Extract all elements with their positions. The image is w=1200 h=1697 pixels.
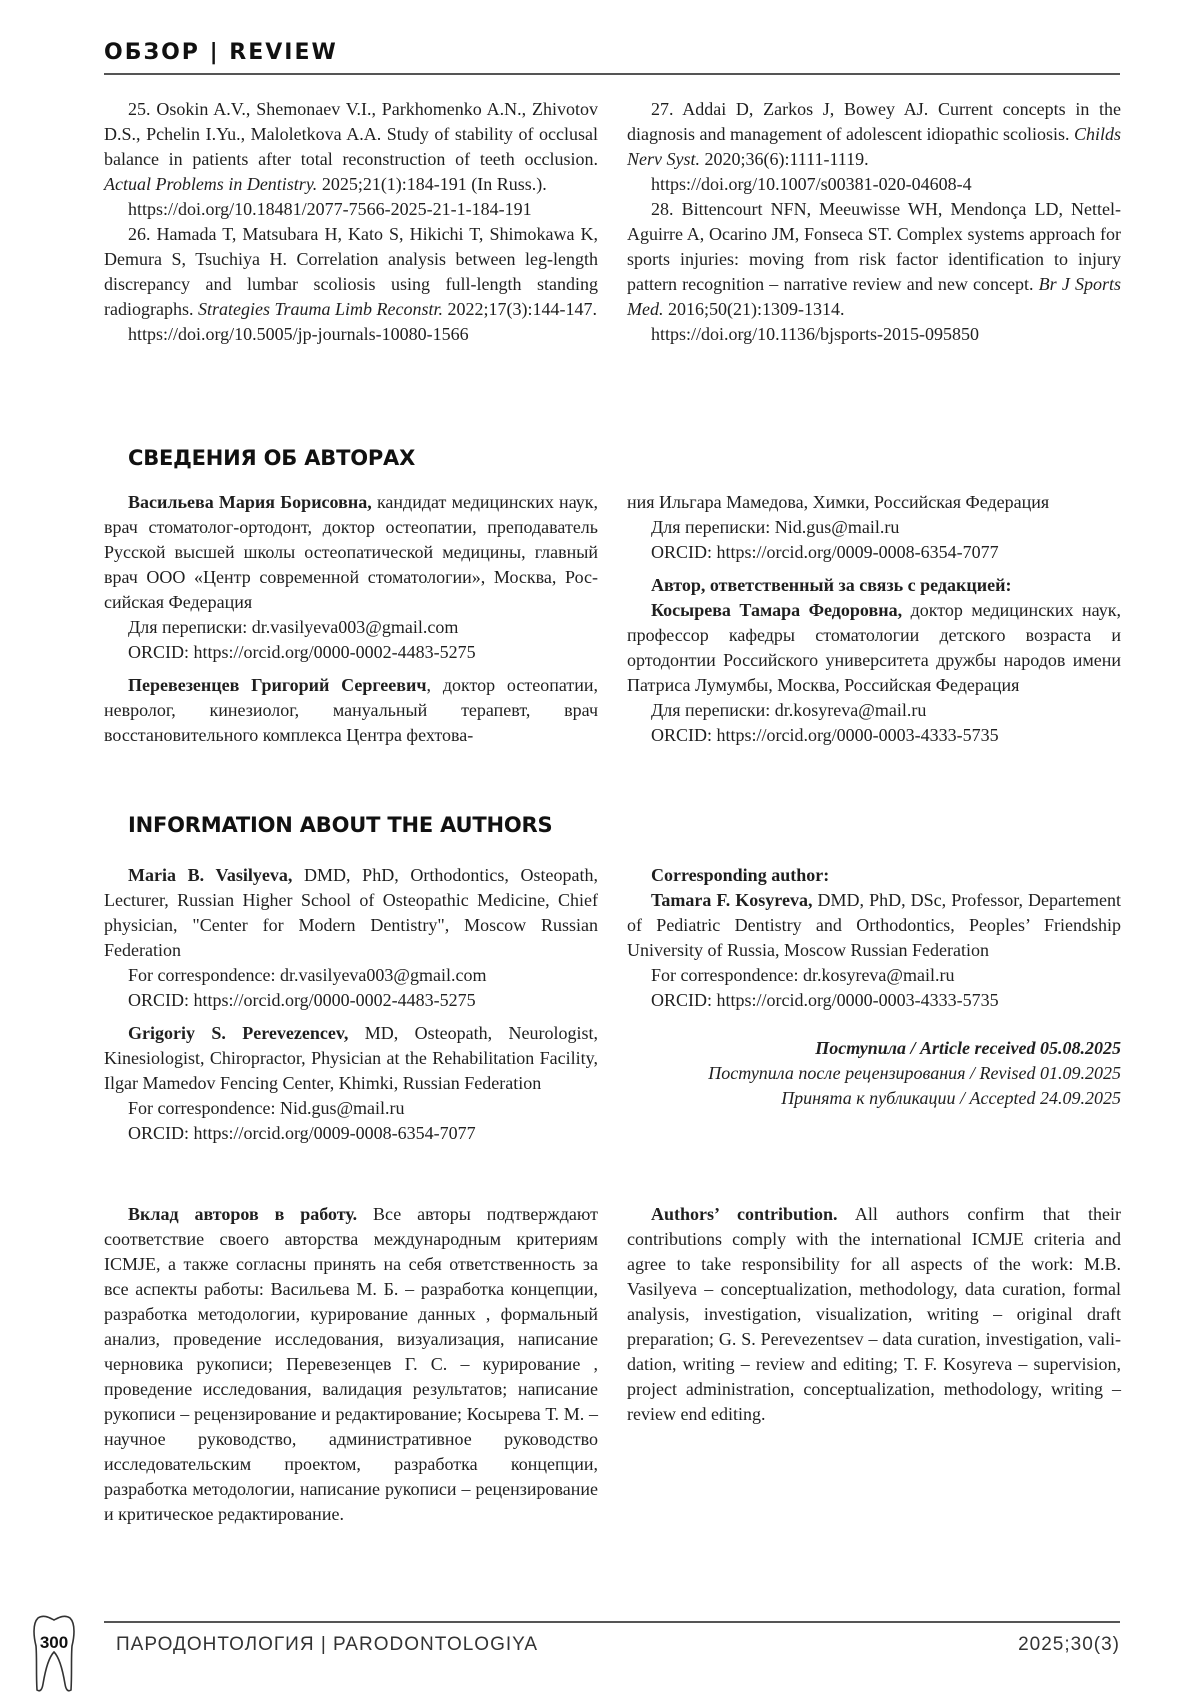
header-divider [104,73,1120,75]
contribution-ru [104,1202,598,1527]
contribution-en [627,1202,1121,1427]
contribution-label: Authors’ contribution. [651,1204,838,1224]
authors-heading-ru: СВЕДЕНИЯ ОБ АВТОРАХ [128,446,416,470]
author-name: Tamara F. Kosyreva, [651,890,813,910]
author-bio-continued: ния Ильгара Мамедова, Химки, Российская Федерация [627,492,1050,512]
reference-item: 25. Osokin A.V., Shemonaev V.I., Parkhomenko A.N., Zhivotov D.S., Pchelin I.Yu., Maloletkova A.A. Study of stability of occlusal balance in patients after total reconstruction of teeth occlusion. Actual Problems in Dentistry. 2025;21(1):184-191 (In Russ.). [104,99,598,194]
issue-info: 2025;30(3) [1018,1634,1120,1655]
tooth-icon [30,1614,78,1694]
author-orcid[interactable]: ORCID: https://orcid.org/0000-0003-4333-5735 [651,725,999,745]
authors-en-right-column [627,863,1121,1111]
author-email[interactable]: Для переписки: dr.vasilyeva003@gmail.com [128,617,459,637]
references-left-column [104,97,598,347]
authors-ru-left-column [104,490,598,748]
authors-ru-right-column [627,490,1121,748]
journal-name: ПАРОДОНТОЛОГИЯ | PARODONTOLOGIYA [116,1634,539,1655]
reference-item: 28. Bittencourt NFN, Meeuwisse WH, Mendonça LD, Nettel-Aguirre A, Ocarino JM, Fonseca ST. Complex systems approach for sports injuries: moving from risk factor identification to injury pattern recognition – narrative review and new concept. Br J Sports Med. 2016;50(21):1309-1314. [627,199,1122,319]
author-orcid[interactable]: ORCID: https://orcid.org/0009-0008-6354-7077 [128,1123,476,1143]
reference-item: 27. Addai D, Zarkos J, Bowey AJ. Current concepts in the diagnosis and management of adolescent idiopathic scoliosis. Childs Nerv Syst. 2020;36(6):1111-1119. [627,99,1122,169]
author-name: Васильева Мария Борисовна, [128,492,372,512]
author-orcid[interactable]: ORCID: https://orcid.org/0000-0002-4483-5275 [128,990,476,1010]
authors-heading-en: INFORMATION ABOUT THE AUTHORS [128,813,553,837]
section-header: ОБЗОР | REVIEW [104,40,338,65]
author-orcid[interactable]: ORCID: https://orcid.org/0000-0003-4333-5735 [651,990,999,1010]
author-name: Grigoriy S. Perevezencev, [128,1023,349,1043]
date-received: Поступила / Article received 05.08.2025 [815,1038,1121,1058]
reference-doi-link[interactable]: https://doi.org/10.1136/bjsports-2015-095850 [651,324,980,344]
author-bio: Васильева Мария Борисовна, кандидат медицинских наук, врач стоматолог-ортодонт, доктор остеопатии, преподаватель Русской высшей школы остеопатической медицины, главный врач ООО «Центр современной стоматологии», Москва, Российская Федерация [104,492,599,612]
corresponding-author-label: Corresponding author: [651,865,830,885]
author-email[interactable]: Для переписки: Nid.gus@mail.ru [651,517,900,537]
author-email[interactable]: For correspondence: dr.kosyreva@mail.ru [651,965,955,985]
author-bio: Косырева Тамара Федоровна, доктор медицинских наук, профессор кафедры стоматологии детского возраста и ортодонтии Российского университета дружбы народов имени Патриса Лумумбы, Москва, Российская Федерация [627,600,1122,695]
author-name: Косырева Тамара Федоровна, [651,600,903,620]
corresponding-author-label: Автор, ответственный за связь с редакцией: [651,575,1012,595]
author-name: Maria B. Vasilyeva, [128,865,293,885]
author-bio: Tamara F. Kosyreva, DMD, PhD, DSc, Professor, Departement of Pediatric Dentistry and Orthodontics, Peoples’ Friendship University of Russia, Moscow Russian Federation [627,890,1121,960]
author-orcid[interactable]: ORCID: https://orcid.org/0009-0008-6354-7077 [651,542,999,562]
author-bio: Перевезенцев Григорий Сергеевич, доктор остеопатии, невролог, кинезиолог, мануальный терапевт, врач восстановительного комплекса Центра фехтова- [104,675,598,745]
article-dates [627,1036,1121,1111]
author-email[interactable]: For correspondence: Nid.gus@mail.ru [128,1098,405,1118]
contribution-label: Вклад авторов в работу. [128,1204,358,1224]
contribution-text: All authors confirm that their contributions comply with the international ICMJE criteria and agree to take responsibility for all aspects of the work: M.B. Vasilyeva – conceptualization, methodology, data curation, formal analysis, investigation, visualization, writing – original draft preparation; G. S. Perevezentsev – data curation, investigation, validation, writing – review and editing; T. F. Kosyreva – supervision, project administration, conceptualization, methodology, writing – review end editing. [627,1204,1122,1424]
authors-en-left-column [104,863,598,1146]
references-right-column [627,97,1121,347]
author-orcid[interactable]: ORCID: https://orcid.org/0000-0002-4483-5275 [128,642,476,662]
contribution-text: Все авторы подтверждают соответствие своего авторства международным критериям ICMJE, а также согласны принять на себя ответственность за все аспекты работы: Васильева М. Б. – разработка концепции, разработка методологии, курирование данных , формальный анализ, проведение исследования, визуализация, написание черновика рукописи; Перевезенцев Г. С. – курирование , проведение исследования, валидация результатов; написание рукописи – рецензирование и редактирование; Косырева Т. М. – научное руководство, административное руководство исследовательским проектом, разработка концепции, разработка методологии, написание рукописи – рецензирование и критическое редактирование. [104,1204,598,1524]
page-number: 300 [39,1633,69,1652]
date-revised: Поступила после рецензирования / Revised 01.09.2025 [708,1063,1121,1083]
reference-item: 26. Hamada T, Matsubara H, Kato S, Hikichi T, Shimokawa K, Demura S, Tsuchiya H. Correlation analysis between leg-length discrepancy and lumbar scoliosis using full-length standing radiographs. Strategies Trauma Limb Reconstr. 2022;17(3):144-147. [104,224,599,319]
author-email[interactable]: For correspondence: dr.vasilyeva003@gmail.com [128,965,487,985]
reference-doi-link[interactable]: https://doi.org/10.1007/s00381-020-04608-4 [651,174,972,194]
footer-divider [104,1621,1120,1623]
reference-doi-link[interactable]: https://doi.org/10.5005/jp-journals-10080-1566 [128,324,469,344]
author-bio: Grigoriy S. Perevezencev, MD, Osteopath, Neurologist, Kinesiologist, Chiropractor, Physician at the Rehabilitation Facility, Ilgar Mamedov Fencing Center, Khimki, Russian Federation [104,1023,599,1093]
author-bio: Maria B. Vasilyeva, DMD, PhD, Orthodontics, Osteopath, Lecturer, Russian Higher School of Osteopathic Medicine, Chief physician, "Center for Modern Dentistry", Moscow Russian Federation [104,865,598,960]
reference-doi-link[interactable]: https://doi.org/10.18481/2077-7566-2025-21-1-184-191 [128,199,532,219]
date-accepted: Принята к публикации / Accepted 24.09.2025 [781,1088,1121,1108]
author-name: Перевезенцев Григорий Сергеевич [128,675,427,695]
author-email[interactable]: Для переписки: dr.kosyreva@mail.ru [651,700,927,720]
